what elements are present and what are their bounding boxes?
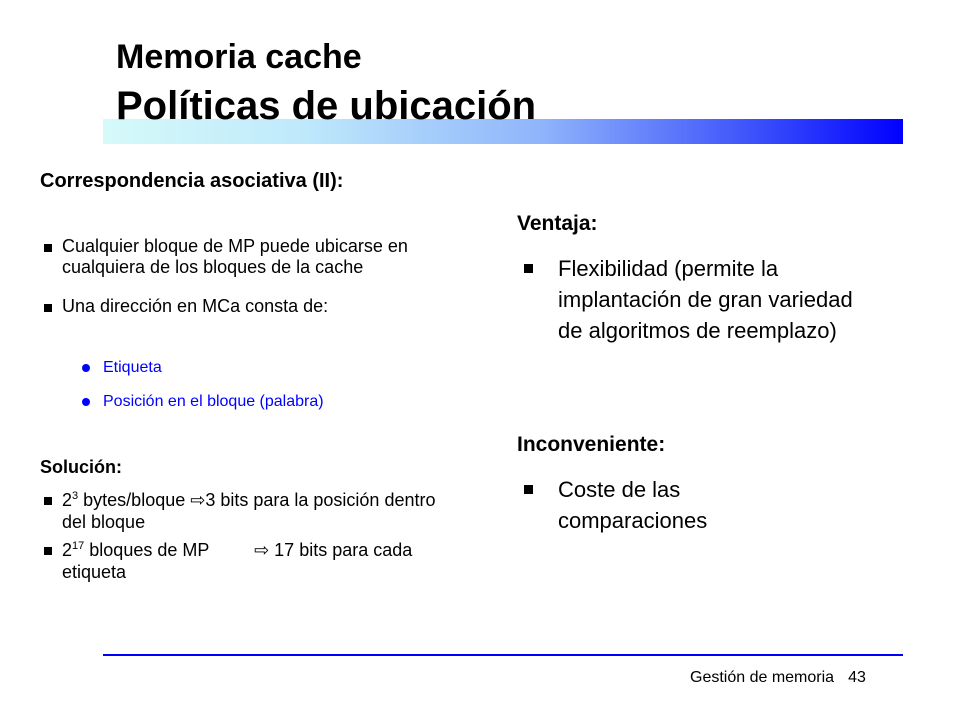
sub-bullet-text: Posición en el bloque (palabra)	[103, 393, 324, 410]
left-heading: Correspondencia asociativa (II):	[40, 170, 344, 192]
round-bullet-icon	[82, 398, 90, 406]
footer	[690, 669, 866, 687]
advantage-text: Flexibilidad (permite la implantación de gran variedad de algoritmos de reemplazo)	[558, 256, 853, 343]
list-item	[44, 236, 444, 278]
round-bullet-icon	[82, 364, 90, 372]
disadvantage-text: Coste de las comparaciones	[558, 477, 708, 533]
solution-exponent: 3	[72, 490, 79, 502]
list-item	[524, 253, 864, 346]
slide-title-line2: Políticas de ubicación	[116, 84, 537, 128]
list-item	[82, 358, 462, 378]
solution-text-before: bloques de MP	[89, 540, 210, 560]
footer-text: Gestión de memoria	[690, 669, 835, 686]
slide-title-line1: Memoria cache	[116, 38, 362, 76]
sub-bullet-list	[82, 358, 462, 412]
footer-divider	[103, 654, 903, 656]
square-bullet-icon	[44, 547, 52, 555]
list-item	[82, 392, 462, 412]
list-item	[524, 474, 804, 536]
arrow-right-icon: ⇨	[254, 540, 270, 560]
list-item	[44, 539, 444, 583]
square-bullet-icon	[524, 264, 533, 273]
bullet-text: Una dirección en MCa consta de:	[62, 296, 329, 316]
square-bullet-icon	[44, 244, 52, 252]
solution-list	[44, 489, 444, 583]
square-bullet-icon	[44, 304, 52, 312]
solution-text-after: 17 bits para cada etiqueta	[62, 540, 413, 582]
solution-text-after: 3 bits para la posición dentro del bloque	[62, 490, 436, 532]
bullet-text: Cualquier bloque de MP puede ubicarse en cualquiera de los bloques de la cache	[62, 236, 408, 277]
list-item	[44, 296, 444, 317]
solution-text-before: bytes/bloque	[83, 490, 186, 510]
disadvantage-heading: Inconveniente:	[517, 433, 666, 456]
left-bullet-list	[44, 236, 444, 317]
solution-base: 2	[62, 490, 73, 510]
advantage-list	[524, 253, 864, 346]
arrow-right-icon: ⇨	[190, 490, 206, 510]
solution-base: 2	[62, 540, 73, 560]
list-item	[44, 489, 444, 533]
disadvantage-list	[524, 474, 804, 536]
advantage-heading: Ventaja:	[517, 212, 598, 235]
square-bullet-icon	[44, 497, 52, 505]
page-number: 43	[848, 669, 866, 686]
solution-exponent: 17	[72, 540, 85, 552]
sub-bullet-text: Etiqueta	[103, 359, 162, 376]
solution-heading: Solución:	[40, 457, 122, 477]
square-bullet-icon	[524, 485, 533, 494]
